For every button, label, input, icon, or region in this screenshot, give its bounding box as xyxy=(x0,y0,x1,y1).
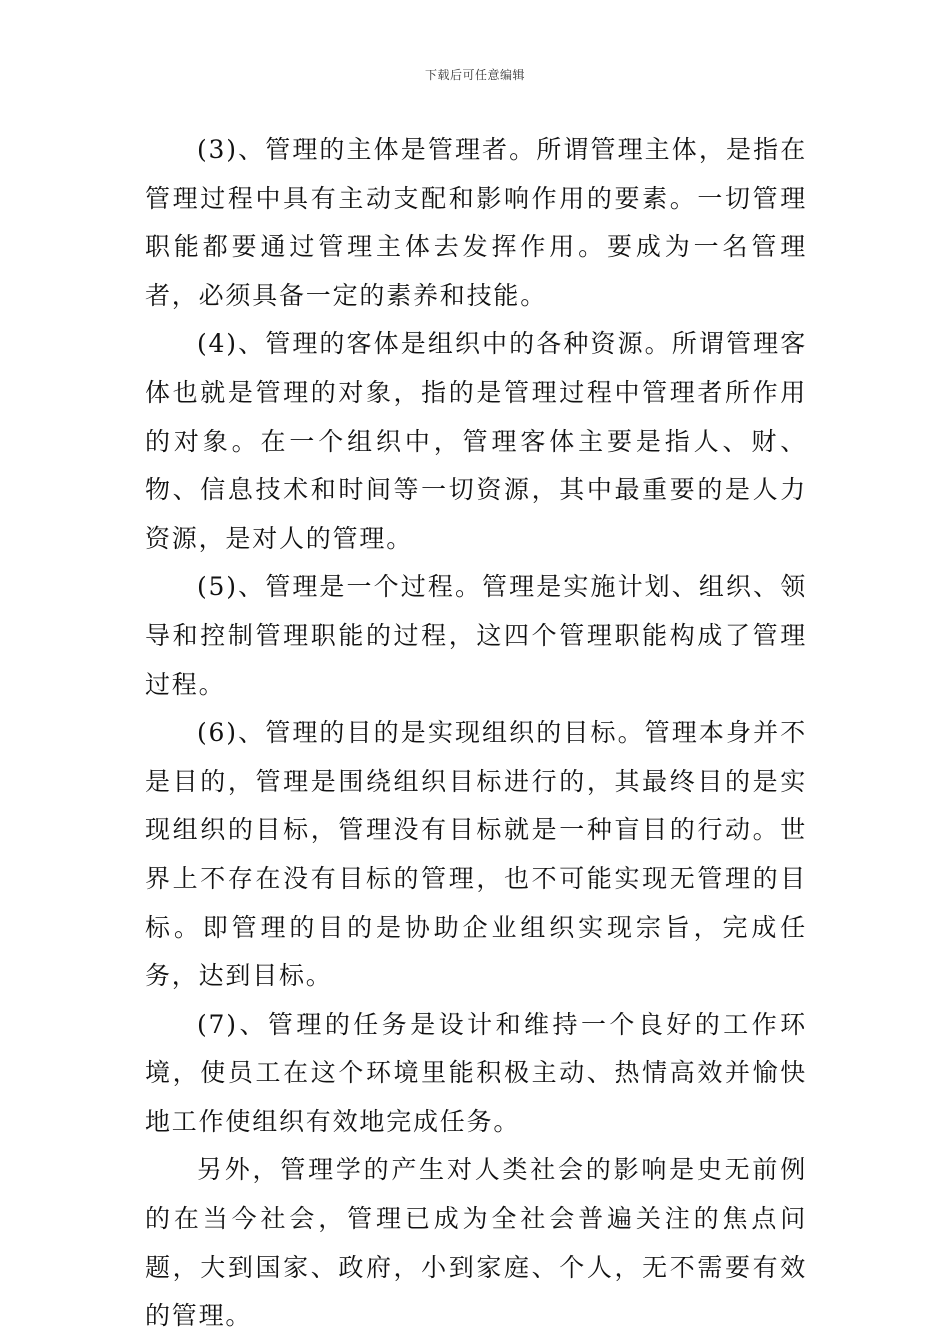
document-body xyxy=(145,126,807,1341)
page-header-note: 下载后可任意编辑 xyxy=(424,68,525,82)
paragraph-6-purpose: (6)、管理的目的是实现组织的目标。管理本身并不是目的，管理是围绕组织目标进行的，其最终目的是实现组织的目标，管理没有目标就是一种盲目的行动。世界上不存在没有目标的管理，也不可能实现无管理的目标。即管理的目的是协助企业组织实现宗旨，完成任务，达到目标。 xyxy=(145,718,807,991)
paragraph-5-process: (5)、管理是一个过程。管理是实施计划、组织、领导和控制管理职能的过程，这四个管理职能构成了管理过程。 xyxy=(145,572,807,699)
paragraph-4-object: (4)、管理的客体是组织中的各种资源。所谓管理客体也就是管理的对象，指的是管理过程中管理者所作用的对象。在一个组织中，管理客体主要是指人、财、物、信息技术和时间等一切资源，其中最重要的是人力资源，是对人的管理。 xyxy=(145,329,807,553)
paragraph-7-task: (7)、管理的任务是设计和维持一个良好的工作环境，使员工在这个环境里能积极主动、热情高效并愉快地工作使组织有效地完成任务。 xyxy=(145,1009,807,1136)
paragraph-3-subject: (3)、管理的主体是管理者。所谓管理主体，是指在管理过程中具有主动支配和影响作用的要素。一切管理职能都要通过管理主体去发挥作用。要成为一名管理者，必须具备一定的素养和技能。 xyxy=(145,135,807,310)
paragraph-additional: 另外，管理学的产生对人类社会的影响是史无前例的在当今社会，管理已成为全社会普遍关注的焦点问题，大到国家、政府，小到家庭、个人，无不需要有效的管理。 xyxy=(145,1155,807,1331)
